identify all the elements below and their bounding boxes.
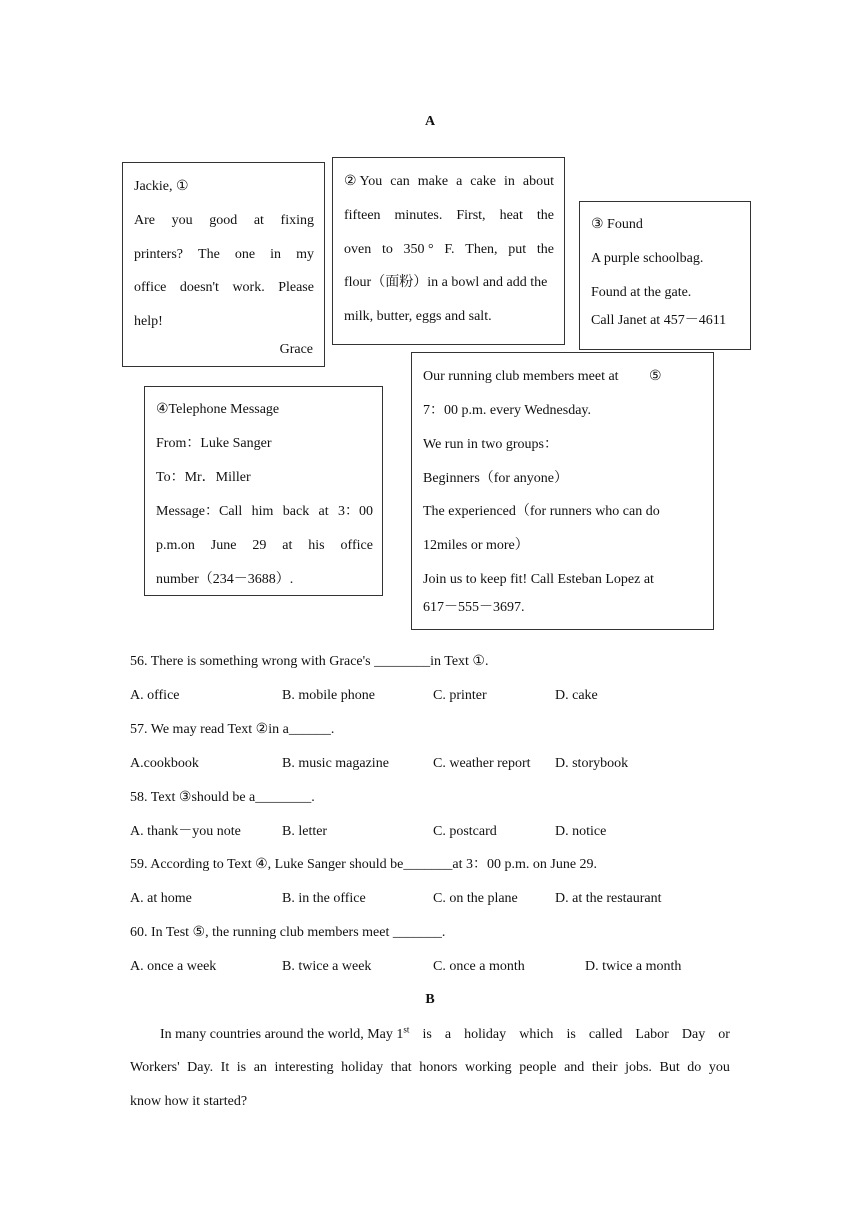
word: interesting xyxy=(274,1060,334,1075)
word: Then, xyxy=(465,242,498,257)
text-2-line-4: flour（面粉）in a bowl and add the xyxy=(344,275,548,290)
option-59-c: C. on the plane xyxy=(433,891,518,906)
word: First, xyxy=(456,208,486,223)
option-60-a: A. once a week xyxy=(130,959,217,974)
text-3-location: Found at the gate. xyxy=(591,285,692,300)
word: the xyxy=(536,242,554,257)
option-57-c: C. weather report xyxy=(433,756,531,771)
word: office xyxy=(340,538,373,553)
word: oven xyxy=(344,242,372,257)
word: Day. xyxy=(187,1060,214,1075)
word: June xyxy=(210,538,237,553)
ordinal-suffix: st xyxy=(403,1024,410,1035)
word: you xyxy=(708,1060,730,1075)
text-5-line-3: We run in two groups： xyxy=(423,437,558,452)
word: you xyxy=(171,213,193,228)
option-59-d: D. at the restaurant xyxy=(555,891,662,906)
word: at xyxy=(318,504,329,519)
passage-line-3: know how it started? xyxy=(130,1094,248,1109)
text-5-line-4: Beginners（for anyone） xyxy=(423,471,569,486)
word: to xyxy=(381,242,393,257)
question-58: 58. Text ③should be a________. xyxy=(130,790,315,805)
text-2-box xyxy=(332,157,565,345)
option-56-b: B. mobile phone xyxy=(282,688,375,703)
passage-line-2 xyxy=(130,1060,730,1076)
word: that xyxy=(390,1060,412,1075)
word: working xyxy=(464,1060,512,1075)
text-4-from: From：Luke Sanger xyxy=(156,436,272,451)
option-56-a: A. office xyxy=(130,688,180,703)
word: But xyxy=(659,1060,680,1075)
word: do xyxy=(687,1060,702,1075)
passage-text: In many countries around the world, May 1 xyxy=(160,1027,404,1042)
option-56-c: C. printer xyxy=(433,688,487,703)
word: one xyxy=(234,247,256,262)
text-4-to: To：Mr．Miller xyxy=(156,470,251,485)
text-5-line-1: Our running club members meet at xyxy=(423,369,619,384)
word: is xyxy=(422,1027,432,1042)
text-5-marker: ⑤ xyxy=(649,369,662,384)
word: work. xyxy=(232,280,265,295)
question-56: 56. There is something wrong with Grace's ________in Text ①. xyxy=(130,654,489,669)
word: Workers' xyxy=(130,1060,180,1075)
text-4-message-line-3: number（234－3688）. xyxy=(156,572,294,587)
word: which xyxy=(519,1027,554,1042)
text-5-line-8: 617－555－3697. xyxy=(423,600,525,615)
word: heat xyxy=(499,208,523,223)
word: jobs. xyxy=(625,1060,652,1075)
text-5-line-5: The experienced（for runners who can do xyxy=(423,504,660,519)
word: 350 ° xyxy=(403,242,434,257)
passage-line-1 xyxy=(160,1024,730,1043)
text-4-box xyxy=(144,386,383,596)
text-5-line-6: 12miles or more） xyxy=(423,538,529,553)
word: my xyxy=(296,247,314,262)
word: Message：Call xyxy=(156,504,243,519)
text-4-message-line-2 xyxy=(156,538,373,554)
word: and xyxy=(564,1060,585,1075)
option-60-b: B. twice a week xyxy=(282,959,372,974)
question-60: 60. In Test ⑤, the running club members meet _______. xyxy=(130,925,446,940)
word: a xyxy=(444,1027,452,1042)
word: The xyxy=(198,247,220,262)
word: him xyxy=(251,504,274,519)
text-3-heading: ③ Found xyxy=(591,217,643,232)
option-60-c: C. once a month xyxy=(433,959,525,974)
option-57-a: A.cookbook xyxy=(130,756,199,771)
word: doesn't xyxy=(179,280,219,295)
text-4-heading: ④Telephone Message xyxy=(156,402,280,417)
word: in xyxy=(270,247,282,262)
option-59-b: B. in the office xyxy=(282,891,366,906)
word: F. xyxy=(444,242,455,257)
text-1-box xyxy=(122,162,325,367)
word: at xyxy=(253,213,264,228)
option-59-a: A. at home xyxy=(130,891,192,906)
text-3-contact: Call Janet at 457－4611 xyxy=(591,313,727,328)
word: put xyxy=(508,242,527,257)
text-1-line-2 xyxy=(134,213,314,229)
word: printers? xyxy=(134,247,183,262)
word: called xyxy=(588,1027,623,1042)
word: fixing xyxy=(280,213,314,228)
word: his xyxy=(308,538,325,553)
text-5-line-2: 7：00 p.m. every Wednesday. xyxy=(423,403,591,418)
word: Labor xyxy=(635,1027,669,1042)
word: an xyxy=(253,1060,267,1075)
text-4-message-line-1 xyxy=(156,504,373,520)
option-56-d: D. cake xyxy=(555,688,598,703)
text-1-signature: Grace xyxy=(279,342,313,357)
word: in xyxy=(503,174,515,189)
text-5-line-7: Join us to keep fit! Call Esteban Lopez at xyxy=(423,572,654,587)
word: ② You xyxy=(344,174,383,189)
word: office xyxy=(134,280,167,295)
option-58-b: B. letter xyxy=(282,824,328,839)
option-60-d: D. twice a month xyxy=(585,959,682,974)
option-57-d: D. storybook xyxy=(555,756,629,771)
word: make xyxy=(417,174,449,189)
text-2-line-5: milk, butter, eggs and salt. xyxy=(344,309,492,324)
word: minutes. xyxy=(394,208,443,223)
word: fifteen xyxy=(344,208,381,223)
text-1-line-5: help! xyxy=(134,314,163,329)
word: people xyxy=(519,1060,557,1075)
option-58-d: D. notice xyxy=(555,824,607,839)
word: Are xyxy=(134,213,155,228)
word: Day xyxy=(681,1027,706,1042)
text-2-line-3 xyxy=(344,242,554,258)
word: 3：00 xyxy=(337,504,373,519)
word: cake xyxy=(470,174,496,189)
text-1-line-3 xyxy=(134,247,314,263)
word: back xyxy=(282,504,310,519)
word: or xyxy=(718,1027,730,1042)
question-59: 59. According to Text ④, Luke Sanger should be_______at 3：00 p.m. on June 29. xyxy=(130,857,598,872)
option-58-a: A. thank－you note xyxy=(130,824,241,839)
question-57: 57. We may read Text ②in a______. xyxy=(130,722,335,737)
text-3-item: A purple schoolbag. xyxy=(591,251,704,266)
word: holiday xyxy=(341,1060,384,1075)
word: holiday xyxy=(464,1027,507,1042)
word: their xyxy=(591,1060,618,1075)
word: the xyxy=(536,208,554,223)
option-58-c: C. postcard xyxy=(433,824,497,839)
text-1-greeting: Jackie, ① xyxy=(134,179,189,194)
word: Please xyxy=(278,280,314,295)
passage-sentence-start xyxy=(160,1024,410,1043)
word: is xyxy=(566,1027,576,1042)
word: honors xyxy=(419,1060,458,1075)
section-a-title: A xyxy=(424,114,436,129)
text-3-box xyxy=(579,201,751,350)
text-2-line-1 xyxy=(344,174,554,190)
word: at xyxy=(282,538,293,553)
word: good xyxy=(209,213,238,228)
text-2-line-2 xyxy=(344,208,554,224)
word: It xyxy=(220,1060,230,1075)
text-5-box xyxy=(411,352,714,630)
option-57-b: B. music magazine xyxy=(282,756,389,771)
word: is xyxy=(236,1060,247,1075)
word: 29 xyxy=(252,538,267,553)
word: a xyxy=(456,174,463,189)
word: about xyxy=(522,174,554,189)
word: can xyxy=(390,174,410,189)
section-b-title: B xyxy=(425,992,435,1007)
text-1-line-4 xyxy=(134,280,314,296)
word: p.m.on xyxy=(156,538,195,553)
